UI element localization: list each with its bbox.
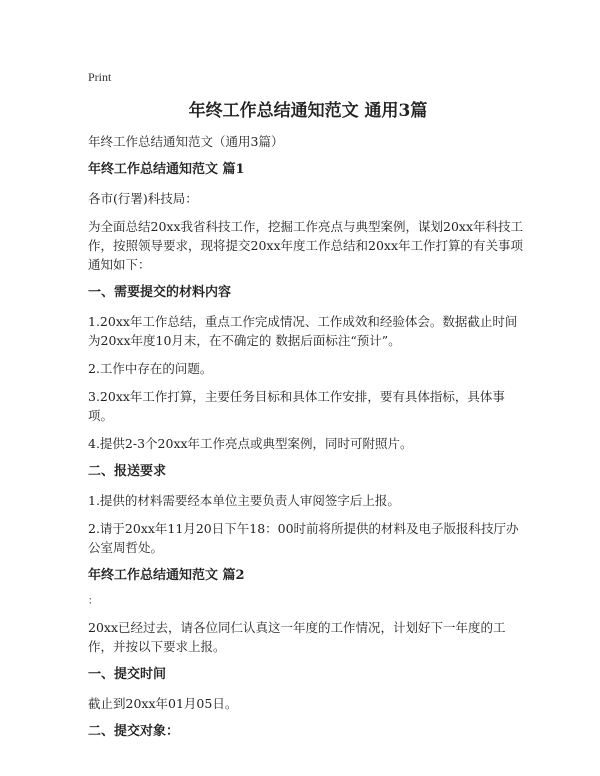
list-item: 2.请于20xx年11月20日下午18：00时前将所提供的材料及电子版报科技厅办公室周哲处。 [88,521,519,555]
document-body [88,98,528,751]
list-item: 2.工作中存在的问题。 [88,361,213,376]
article-1-heading: 年终工作总结通知范文 篇1 [88,162,245,177]
list-item: 1.20xx年工作总结，重点工作完成情况、工作成效和经验体会。数据截止时间为20xx年度10月末，在不确定的 数据后面标注“预计”。 [88,314,518,348]
list-item: 1.提供的材料需要经本单位主要负责人审阅签字后上报。 [88,493,400,508]
list-item: 3.20xx年工作打算，主要任务目标和具体工作安排，要有具体指标，具体事项。 [88,389,505,423]
section-requirements-heading: 二、报送要求 [88,464,167,479]
print-link[interactable]: Print [88,70,112,84]
section-time-heading: 一、提交时间 [88,667,167,682]
deadline-text: 截止到20xx年01月05日。 [88,696,238,711]
salutation: 各市(行署)科技局： [88,191,198,206]
list-item: 4.提供2-3个20xx年工作亮点或典型案例，同时可附照片。 [88,436,413,451]
stray-mark: ： [88,596,98,607]
section-target-heading: 二、提交对象： [88,724,180,739]
article-2-intro: 20xx已经过去，请各位同仁认真这一年度的工作情况，计划好下一年度的工作，并按以下要求上报。 [88,620,506,654]
section-materials-heading: 一、需要提交的材料内容 [88,285,232,300]
intro-paragraph: 为全面总结20xx我省科技工作，挖掘工作亮点与典型案例，谋划20xx年科技工作，按照领导要求，现将提交20xx年度工作总结和20xx年工作打算的有关事项通知如下： [88,219,524,272]
document-subtitle: 年终工作总结通知范文（通用3篇） [88,134,284,149]
article-2-heading: 年终工作总结通知范文 篇2 [88,568,245,583]
page-title: 年终工作总结通知范文 通用3篇 [188,101,428,121]
